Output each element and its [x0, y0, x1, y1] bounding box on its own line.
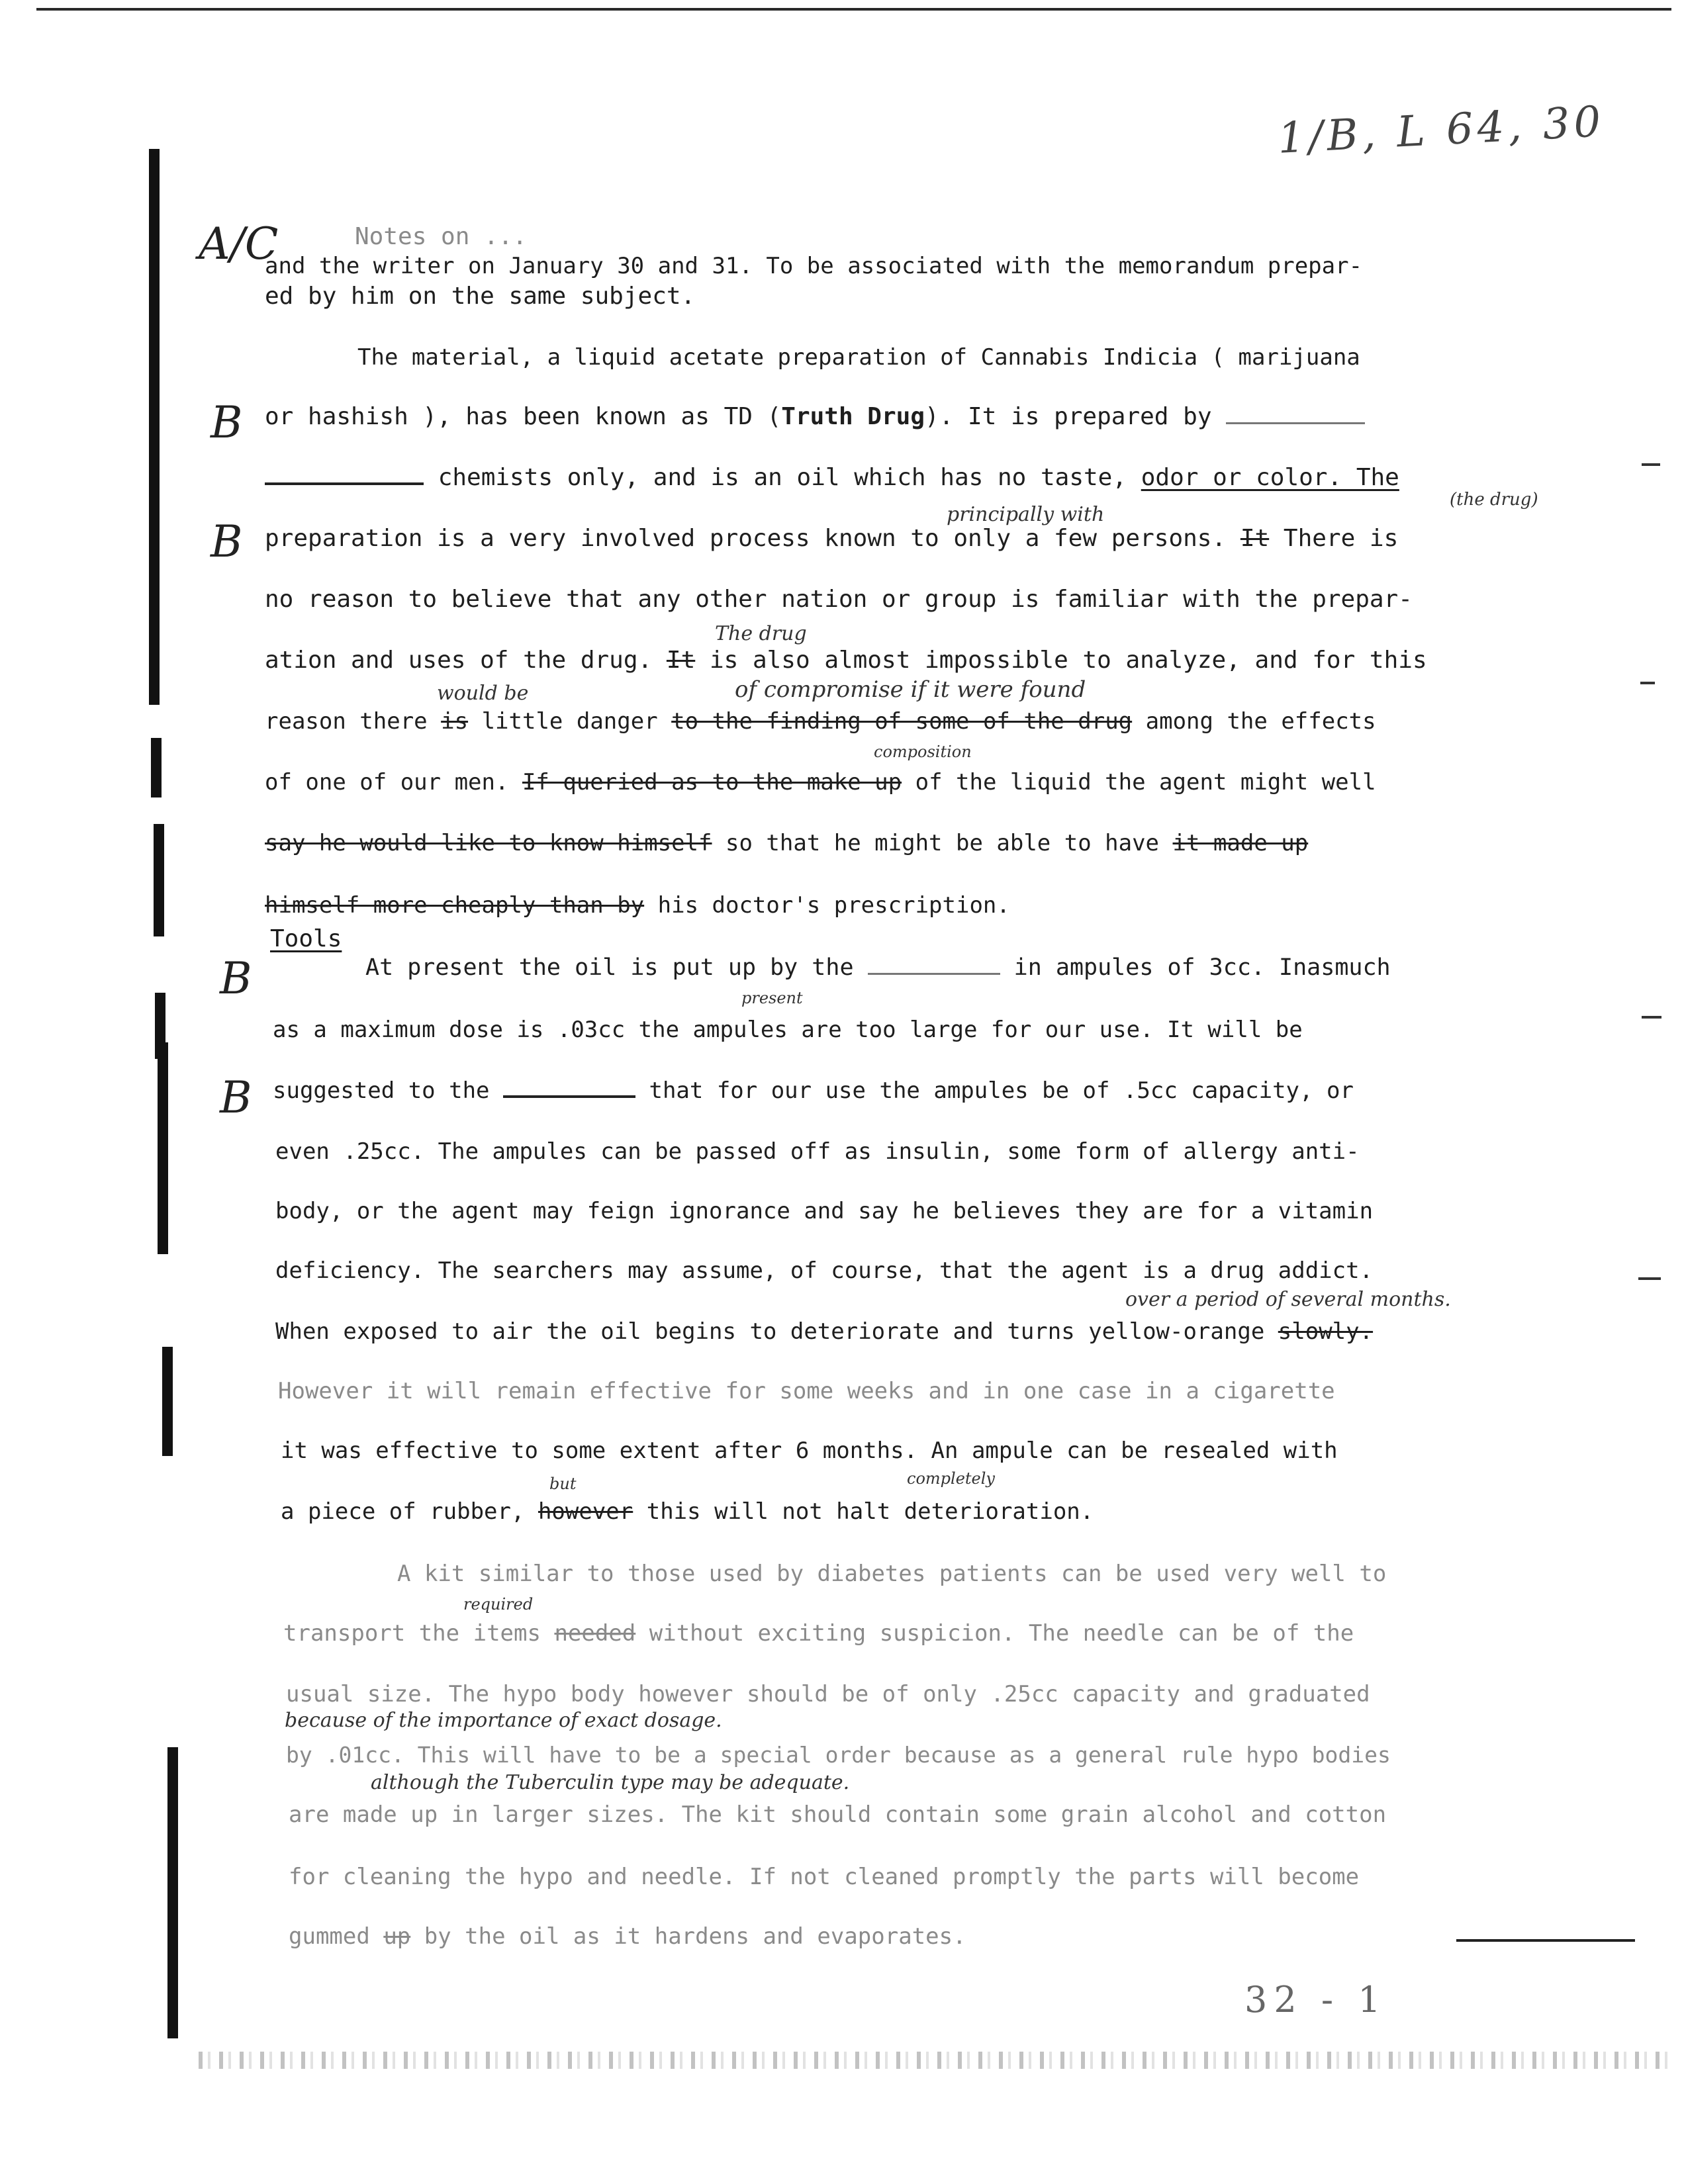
text-line: However it will remain effective for some weeks and in one case in a cigarette	[278, 1378, 1335, 1404]
handwritten-note: would be	[437, 682, 529, 705]
margin-bar	[154, 824, 164, 936]
margin-mark: B	[220, 1072, 252, 1123]
top-border-line	[36, 8, 1671, 11]
redaction-blank	[503, 1078, 635, 1098]
text-line: gummed up by the oil as it hardens and evaporates.	[289, 1923, 966, 1950]
margin-bar	[151, 738, 162, 797]
redaction-blank	[265, 465, 424, 485]
text-line: ation and uses of the drug. It is also almost impossible to analyze, and for this	[265, 647, 1427, 674]
redaction	[868, 956, 1000, 975]
margin-mark: B	[210, 397, 243, 448]
document-id: 1/B, L 64, 30	[1276, 97, 1607, 163]
text-line: as a maximum dose is .03cc the ampules are too large for our use. It will be	[273, 1017, 1303, 1043]
text-line: chemists only, and is an oil which has no taste, odor or color. The	[265, 463, 1399, 492]
text-line: himself more cheaply than by his doctor's prescription.	[265, 892, 1010, 919]
margin-bar	[158, 1042, 168, 1254]
margin-bar	[167, 1747, 178, 2038]
text-line: or hashish ), has been known as TD (Truth Drug). It is prepared by	[265, 402, 1365, 432]
text-line: of one of our men. If queried as to the make up of the liquid the agent might well	[265, 769, 1376, 796]
margin-tick	[1638, 1277, 1661, 1280]
text-line: no reason to believe that any other nation or group is familiar with the prepar-	[265, 586, 1413, 613]
text-line: transport the items needed without exciting suspicion. The needle can be of the	[283, 1620, 1354, 1647]
margin-tick	[1642, 463, 1660, 466]
text-line: it was effective to some extent after 6 months. An ampule can be resealed with	[281, 1437, 1338, 1464]
end-rule	[1456, 1939, 1635, 1942]
text-line: At present the oil is put up by the in ampules of 3cc. Inasmuch	[365, 954, 1391, 981]
handwritten-note: completely	[907, 1469, 995, 1488]
margin-bar	[149, 149, 160, 705]
margin-mark: A/C	[199, 218, 279, 269]
handwritten-note: The drug	[715, 622, 807, 645]
section-heading: Tools	[270, 925, 342, 952]
text-line: are made up in larger sizes. The kit should contain some grain alcohol and cotton	[289, 1801, 1387, 1828]
handwritten-note: of compromise if it were found	[735, 676, 1086, 703]
text-line: preparation is a very involved process known to only a few persons. It There is	[265, 525, 1399, 552]
text-line: body, or the agent may feign ignorance and say he believes they are for a vitamin	[275, 1198, 1374, 1224]
handwritten-note: because of the importance of exact dosage.	[285, 1709, 722, 1732]
text-line: and the writer on January 30 and 31. To be associated with the memorandum prepar-	[265, 253, 1363, 279]
text-line: ed by him on the same subject.	[265, 283, 696, 310]
text-line: for cleaning the hypo and needle. If not cleaned promptly the parts will become	[289, 1864, 1360, 1890]
margin-bar	[162, 1347, 173, 1456]
handwritten-note: principally with	[947, 503, 1105, 526]
text-line: The material, a liquid acetate preparation of Cannabis Indicia ( marijuana	[357, 344, 1360, 371]
handwritten-note: although the Tuberculin type may be adequate.	[371, 1771, 850, 1794]
handwritten-note: but	[549, 1475, 577, 1493]
margin-tick	[1642, 1016, 1661, 1019]
text-line: a piece of rubber, however this will not halt deterioration.	[281, 1498, 1094, 1525]
text-line: When exposed to air the oil begins to deteriorate and turns yellow-orange slowly.	[275, 1318, 1374, 1345]
margin-mark: B	[220, 953, 252, 1004]
handwritten-note: over a period of several months.	[1125, 1288, 1451, 1311]
text-line: by .01cc. This will have to be a special order because as a general rule hypo bodies	[286, 1742, 1391, 1768]
handwritten-note: required	[463, 1595, 534, 1614]
handwritten-note: composition	[874, 743, 972, 761]
redaction	[1226, 405, 1365, 424]
margin-mark: B	[210, 516, 243, 567]
handwritten-note: (the drug)	[1450, 490, 1538, 510]
text-line: A kit similar to those used by diabetes patients can be used very well to	[397, 1561, 1387, 1587]
page-number: 32 - 1	[1244, 1979, 1387, 2021]
margin-tick	[1640, 682, 1655, 684]
text-line: even .25cc. The ampules can be passed off as insulin, some form of allergy anti-	[275, 1138, 1360, 1165]
text-line: reason there is little danger to the finding of some of the drug among the effects	[265, 708, 1376, 735]
text-line: Notes on ...	[355, 223, 528, 250]
handwritten-note: present	[741, 989, 803, 1007]
text-line: say he would like to know himself so that he might be able to have it made up	[265, 830, 1309, 856]
text-line: usual size. The hypo body however should be of only .25cc capacity and graduated	[286, 1681, 1370, 1707]
scan-noise-strip	[199, 2052, 1668, 2069]
text-line: suggested to the that for our use the ampules be of .5cc capacity, or	[273, 1077, 1354, 1104]
text-line: deficiency. The searchers may assume, of course, that the agent is a drug addict.	[275, 1257, 1374, 1284]
